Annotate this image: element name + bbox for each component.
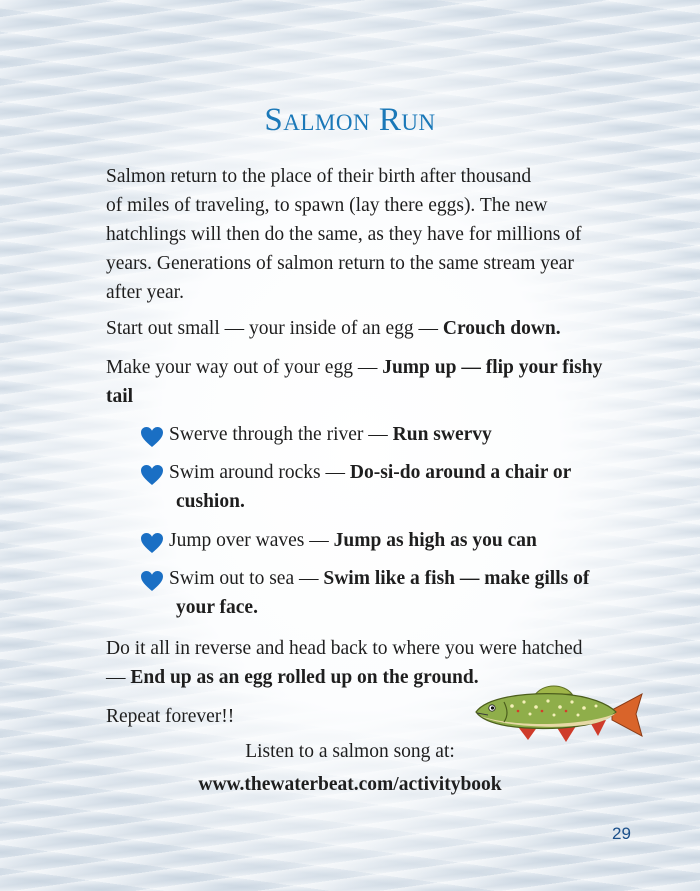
step-crouch bbox=[106, 314, 636, 343]
step-text: Start out small — your inside of an egg — bbox=[106, 318, 443, 339]
bullet-item bbox=[140, 526, 620, 555]
intro-line: years. Generations of salmon return to the same stream year bbox=[106, 253, 574, 274]
bullet-action: Do-si-do around a chair or bbox=[349, 462, 572, 483]
intro-line: of miles of traveling, to spawn (lay there eggs). The new bbox=[106, 195, 548, 216]
intro-line: after year. bbox=[106, 282, 184, 303]
step-jump bbox=[106, 353, 636, 411]
intro-paragraph bbox=[106, 162, 636, 307]
repeat-text: Repeat forever!! bbox=[106, 706, 235, 727]
heart-icon bbox=[140, 532, 164, 554]
bullet-item bbox=[140, 564, 620, 622]
salmon-illustration bbox=[472, 680, 644, 746]
reverse-action: End up as an egg rolled up on the ground. bbox=[130, 667, 479, 688]
step-text: Make your way out of your egg — bbox=[106, 357, 383, 378]
page-title: Salmon Run bbox=[264, 102, 436, 138]
listen-text: Listen to a salmon song at: bbox=[245, 741, 455, 762]
bullet-action: Swim like a fish — make gills of bbox=[323, 568, 590, 589]
bullet-item bbox=[140, 420, 620, 449]
bullet-item bbox=[140, 458, 620, 516]
heart-icon bbox=[140, 570, 164, 592]
step-action-cont: tail bbox=[106, 386, 134, 407]
intro-line: hatchlings will then do the same, as they have for millions of bbox=[106, 224, 582, 245]
bullet-text: Swim around rocks — bbox=[169, 462, 350, 483]
step-action: Jump up — flip your fishy bbox=[382, 357, 603, 378]
bullet-text: Swim out to sea — bbox=[169, 568, 324, 589]
bullet-action: Run swervy bbox=[392, 424, 492, 445]
reverse-line: Do it all in reverse and head back to where you were hatched bbox=[106, 638, 583, 659]
bullet-text: Swerve through the river — bbox=[169, 424, 393, 445]
bullet-action-cont: your face. bbox=[176, 597, 258, 618]
heart-icon bbox=[140, 426, 164, 448]
bullet-text: Jump over waves — bbox=[169, 530, 334, 551]
intro-line: Salmon return to the place of their birth after thousand bbox=[106, 166, 532, 187]
reverse-dash: — bbox=[106, 667, 131, 688]
heart-icon bbox=[140, 464, 164, 486]
bullet-action: Jump as high as you can bbox=[333, 530, 537, 551]
bullet-action-cont: cushion. bbox=[176, 491, 245, 512]
step-action: Crouch down. bbox=[442, 318, 561, 339]
page-number: 29 bbox=[612, 824, 631, 843]
song-link[interactable]: www.thewaterbeat.com/activitybook bbox=[198, 774, 502, 795]
